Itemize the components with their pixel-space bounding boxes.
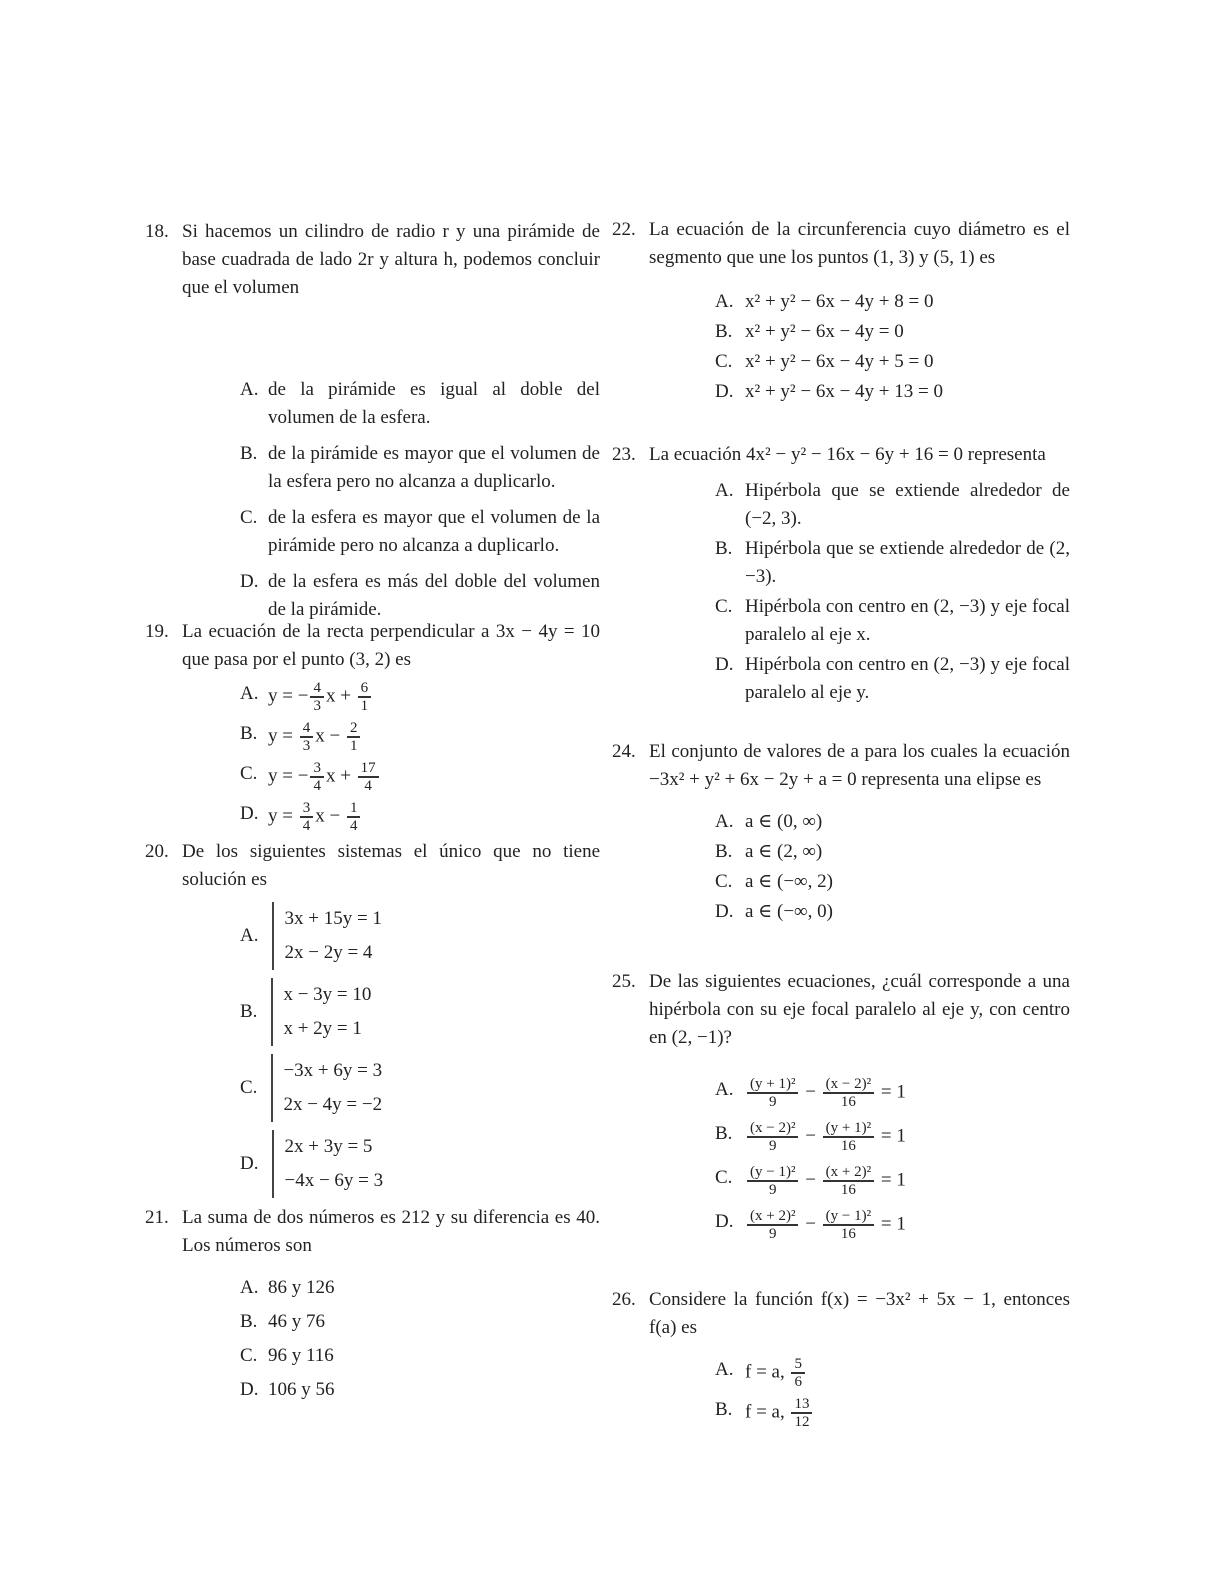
question-number: 19. [145,621,169,642]
question-text: La ecuación 4x² − y² − 16x − 6y + 16 = 0 representa [649,444,1046,465]
fraction-numerator: 2 [347,720,361,738]
question-text: Si hacemos un cilindro de radio r y una pirámide de base cuadrada de lado 2r y altura h, podemos concluir que el volumen [182,221,600,298]
option-label: A. [715,291,734,312]
question-18 [145,218,600,624]
option-text-part: x² + y² − 6x − 4y + 13 = 0 [745,381,943,402]
question-number: 25. [612,971,636,992]
fraction-numerator: (x − 2)² [823,1076,874,1094]
question-text: La ecuación de la recta perpendicular a 3x − 4y = 10 que pasa por el punto (3, 2) es [182,621,600,670]
question-24 [612,738,1070,926]
option-text [745,593,1070,649]
fraction [823,1208,874,1242]
option-text [745,808,1070,836]
system-equation: 2x − 2y = 4 [284,942,373,963]
question-text: Considere la función f(x) = −3x² + 5x − 1, entonces f(a) es [649,1289,1070,1338]
fraction [747,1076,798,1110]
fraction-numerator: (x + 2)² [823,1164,874,1182]
option-text [268,800,600,834]
option-text [268,568,600,624]
option-label: D. [240,1153,259,1174]
fraction-denominator: 9 [768,1094,777,1110]
answer-option-a[interactable] [715,808,1070,836]
option-text [745,1120,1070,1154]
option-text [272,1130,383,1198]
answer-option-d[interactable] [715,651,1070,707]
answer-option-c[interactable] [240,760,600,794]
option-label: A. [240,925,259,946]
equation-system [271,1054,382,1122]
fraction-numerator: 13 [791,1396,812,1414]
answer-option-b[interactable] [715,838,1070,866]
option-text [745,651,1070,707]
fraction-numerator: (x + 2)² [747,1208,798,1226]
fraction-denominator: 6 [794,1374,802,1390]
fraction-denominator: 3 [313,698,321,714]
option-text-part: f = a, [745,1361,790,1383]
answer-option-b[interactable] [715,318,1070,346]
question-text: De los siguientes sistemas el único que no tiene solución es [182,841,600,890]
option-text [268,504,600,560]
system-equation: 3x + 15y = 1 [284,908,382,929]
option-text [271,978,371,1046]
fraction [347,800,361,834]
option-label: B. [715,321,733,342]
fraction [310,680,324,714]
option-label: A. [715,480,734,501]
option-text-part: de la esfera es mayor que el volumen de la pirámide pero no alcanza a duplicarlo. [268,507,600,556]
option-text-part: x² + y² − 6x − 4y = 0 [745,321,904,342]
fraction [310,760,324,794]
question-text: De las siguientes ecuaciones, ¿cuál corresponde a una hipérbola con su eje focal paralelo al eje y, con centro en (2, −1)? [649,971,1070,1048]
answer-option-c[interactable] [240,1052,600,1124]
option-text [745,318,1070,346]
answer-option-d[interactable] [240,568,600,624]
fraction-denominator: 3 [302,738,311,754]
option-text [272,902,381,970]
option-label: C. [715,1167,733,1188]
fraction [823,1164,874,1198]
fraction-numerator: (y − 1)² [823,1208,874,1226]
option-label: B. [240,723,258,744]
fraction-numerator: 3 [300,800,314,818]
fraction-numerator: (y − 1)² [747,1164,798,1182]
equation-system [272,902,381,970]
option-label: A. [240,379,259,400]
option-text-part: a ∈ (2, ∞) [745,841,823,862]
option-label: C. [715,351,733,372]
fraction-denominator: 9 [768,1138,777,1154]
system-equation: 2x − 4y = −2 [283,1094,383,1115]
option-text-part: 86 y 126 [268,1277,335,1298]
option-text [745,838,1070,866]
system-equation: x + 2y = 1 [283,1018,362,1039]
option-text-part: − [800,1213,821,1235]
option-label: A. [240,1277,259,1298]
fraction [358,760,379,794]
answer-option-c[interactable] [715,868,1070,896]
fraction-numerator: (y + 1)² [823,1120,874,1138]
option-text [745,1164,1070,1198]
option-label: D. [715,654,734,675]
fraction-numerator: 5 [791,1356,805,1374]
option-text-part: de la esfera es más del doble del volumen de la pirámide. [268,571,600,620]
equation-system [272,1130,383,1198]
option-text [745,348,1070,376]
option-text-part: 106 y 56 [268,1379,335,1400]
fraction [300,720,314,754]
question-19 [145,618,600,834]
option-text-part: y = − [268,765,309,787]
answer-option-d[interactable] [240,1376,600,1404]
option-label: C. [240,1345,258,1366]
fraction [823,1076,874,1110]
option-label: C. [715,871,733,892]
option-text-part: − [800,1169,821,1191]
option-text-part: Hipérbola con centro en (2, −3) y eje focal paralelo al eje y. [745,654,1070,703]
option-label: D. [240,1379,259,1400]
question-text: El conjunto de valores de a para los cuales la ecuación −3x² + y² + 6x − 2y + a = 0 representa una elipse es [649,741,1070,790]
system-equation: −3x + 6y = 3 [283,1060,383,1081]
question-number: 21. [145,1207,169,1228]
option-text [745,535,1070,591]
fraction-numerator: 4 [300,720,314,738]
answer-option-b[interactable] [240,1308,600,1336]
system-equation: x − 3y = 10 [283,984,372,1005]
answer-option-a[interactable] [715,1356,1070,1390]
question-text: La suma de dos números es 212 y su diferencia es 40. Los números son [182,1207,600,1256]
answer-option-d[interactable] [715,1208,1070,1242]
option-label: D. [715,901,734,922]
fraction [747,1208,798,1242]
answer-option-d[interactable] [715,378,1070,406]
option-text-part: = 1 [876,1081,906,1103]
option-text-part: 96 y 116 [268,1345,334,1366]
option-text [745,1208,1070,1242]
fraction-numerator: 3 [310,760,324,778]
option-text [268,1376,600,1404]
fraction-denominator: 16 [840,1094,856,1110]
option-text [745,898,1070,926]
option-text-part: f = a, [745,1401,790,1423]
fraction-denominator: 4 [313,778,321,794]
fraction-numerator: 6 [358,680,372,698]
answer-option-b[interactable] [715,1396,1070,1430]
answer-option-d[interactable] [240,800,600,834]
option-label: A. [715,1079,734,1100]
option-text-part: x + [325,685,356,707]
answer-option-a[interactable] [240,680,600,714]
option-text-part: a ∈ (−∞, 0) [745,901,833,922]
option-text-part: = 1 [876,1213,906,1235]
fraction-denominator: 1 [360,698,369,714]
option-text-part: x − [315,805,345,827]
option-text-part: x + [325,765,356,787]
answer-option-a[interactable] [715,1076,1070,1110]
question-23 [612,441,1070,707]
answer-option-c[interactable] [715,1164,1070,1198]
answer-option-c[interactable] [715,348,1070,376]
option-label: B. [715,841,733,862]
fraction-numerator: (x − 2)² [747,1120,798,1138]
fraction [791,1396,812,1430]
option-label: B. [715,1123,733,1144]
option-label: C. [240,507,258,528]
option-text-part: a ∈ (−∞, 2) [745,871,833,892]
option-text-part: x² + y² − 6x − 4y + 8 = 0 [745,291,934,312]
fraction [747,1120,798,1154]
option-text [745,378,1070,406]
answer-option-a[interactable] [240,900,600,972]
option-text [745,288,1070,316]
option-text [745,1356,1070,1390]
option-text-part: = 1 [876,1169,906,1191]
question-21 [145,1204,600,1404]
option-label: C. [240,1077,258,1098]
option-label: B. [715,1399,733,1420]
option-text [268,680,600,714]
fraction [358,680,372,714]
option-text [745,868,1070,896]
answer-option-c[interactable] [715,593,1070,649]
option-text [268,720,600,754]
fraction-denominator: 16 [840,1138,856,1154]
fraction-numerator: 17 [358,760,379,778]
option-label: B. [240,1311,258,1332]
answer-option-d[interactable] [715,898,1070,926]
fraction-denominator: 16 [840,1226,856,1242]
fraction-denominator: 4 [364,778,372,794]
option-text-part: Hipérbola que se extiende alrededor de (−2, 3). [745,480,1070,529]
answer-option-a[interactable] [240,1274,600,1302]
option-text-part: y = [268,725,298,747]
question-number: 18. [145,221,169,242]
option-text [268,440,600,496]
answer-option-a[interactable] [240,376,600,432]
answer-option-c[interactable] [240,504,600,560]
system-equation: −4x − 6y = 3 [284,1170,384,1191]
question-number: 20. [145,841,169,862]
option-text-part: = 1 [876,1125,906,1147]
question-number: 23. [612,444,636,465]
option-text [268,376,600,432]
option-text-part: y = [268,805,298,827]
fraction-denominator: 1 [349,738,358,754]
option-label: D. [715,1211,734,1232]
option-text [745,1396,1070,1430]
fraction-denominator: 12 [794,1414,810,1430]
system-equation: 2x + 3y = 5 [284,1136,373,1157]
option-text [268,760,600,794]
fraction [300,800,314,834]
option-text-part: − [800,1081,821,1103]
option-label: D. [240,571,259,592]
question-20 [145,838,600,1200]
answer-option-b[interactable] [240,440,600,496]
option-label: C. [240,763,258,784]
option-text [268,1308,600,1336]
answer-option-c[interactable] [240,1342,600,1370]
option-text-part: de la pirámide es mayor que el volumen de la esfera pero no alcanza a duplicarlo. [268,443,600,492]
fraction-denominator: 9 [768,1226,777,1242]
question-26 [612,1286,1070,1430]
fraction [791,1356,805,1390]
question-text: La ecuación de la circunferencia cuyo diámetro es el segmento que une los puntos (1, 3) y (5, 1) es [649,219,1070,268]
option-text [271,1054,382,1122]
fraction-denominator: 9 [768,1182,777,1198]
option-text [745,1076,1070,1110]
fraction [823,1120,874,1154]
option-text-part: 46 y 76 [268,1311,325,1332]
option-label: B. [715,538,733,559]
option-text-part: x − [315,725,345,747]
fraction-numerator: 4 [310,680,324,698]
option-text [268,1342,600,1370]
fraction-denominator: 4 [349,818,358,834]
fraction-numerator: 1 [347,800,361,818]
option-text-part: − [800,1125,821,1147]
option-text-part: Hipérbola que se extiende alrededor de (2, −3). [745,538,1070,587]
option-text-part: y = − [268,685,309,707]
option-label: B. [240,443,258,464]
option-text-part: a ∈ (0, ∞) [745,811,823,832]
equation-system [271,978,371,1046]
answer-option-b[interactable] [240,976,600,1048]
option-label: A. [240,683,259,704]
answer-option-b[interactable] [715,535,1070,591]
option-text [268,1274,600,1302]
fraction-denominator: 4 [302,818,311,834]
option-label: A. [715,811,734,832]
question-25 [612,968,1070,1242]
fraction [347,720,361,754]
answer-option-d[interactable] [240,1128,600,1200]
option-label: D. [715,381,734,402]
question-number: 26. [612,1289,636,1310]
answer-option-a[interactable] [715,288,1070,316]
question-number: 24. [612,741,636,762]
option-label: C. [715,596,733,617]
answer-option-b[interactable] [715,1120,1070,1154]
option-text [745,477,1070,533]
option-label: D. [240,803,259,824]
question-22 [612,216,1070,406]
answer-option-a[interactable] [715,477,1070,533]
fraction-numerator: (y + 1)² [747,1076,798,1094]
option-label: A. [715,1359,734,1380]
question-number: 22. [612,219,636,240]
option-text-part: Hipérbola con centro en (2, −3) y eje focal paralelo al eje x. [745,596,1070,645]
option-text-part: de la pirámide es igual al doble del volumen de la esfera. [268,379,600,428]
option-label: B. [240,1001,258,1022]
answer-option-b[interactable] [240,720,600,754]
option-text-part: x² + y² − 6x − 4y + 5 = 0 [745,351,934,372]
fraction-denominator: 16 [840,1182,856,1198]
fraction [747,1164,798,1198]
